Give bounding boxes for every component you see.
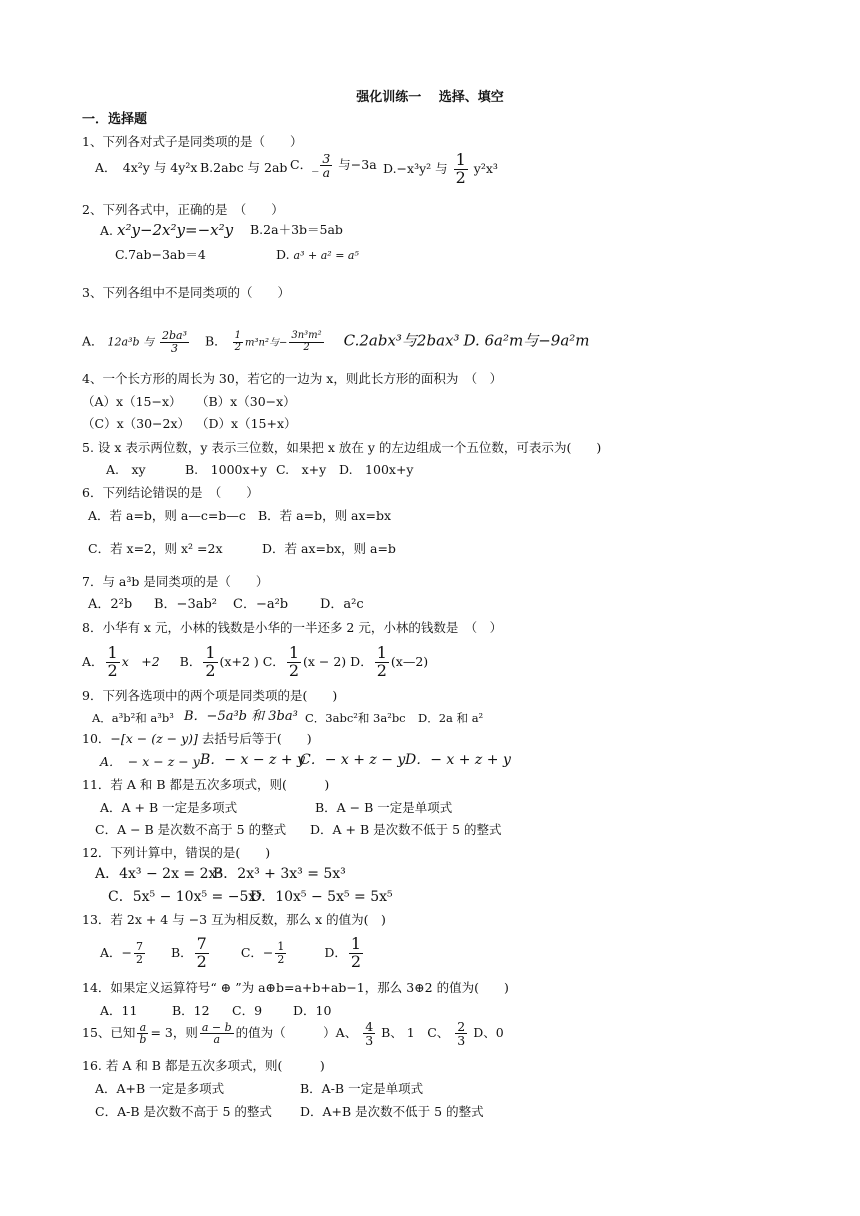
q1-d-num: 1 bbox=[455, 150, 466, 169]
q13-d-label: D． bbox=[324, 944, 347, 960]
q15-f4-num: 2 bbox=[457, 1019, 466, 1034]
q7-option-b: B．−3ab² bbox=[154, 597, 218, 612]
q6-stem: 6．下列结论错误的是 （ ） bbox=[82, 485, 259, 500]
q11-stem: 11．若 A 和 B 都是五次多项式，则( ) bbox=[82, 777, 330, 792]
q8-c-tail: (x − 2) bbox=[303, 653, 347, 669]
q12-option-c: C．5x⁵ − 10x⁵ = −5x⁵ bbox=[108, 889, 262, 905]
q14-option-b: B．12 bbox=[172, 1003, 210, 1018]
q6-option-a: A．若 a=b，则 a—c=b—c bbox=[88, 508, 246, 523]
q1-d-den: 2 bbox=[455, 167, 466, 187]
q2-stem: 2、下列各式中，正确的是 （ ） bbox=[82, 202, 284, 217]
section-heading: 一．选择题 bbox=[82, 112, 148, 127]
q15-f3-num: 4 bbox=[365, 1019, 374, 1034]
q8-c-label: C． bbox=[262, 653, 285, 669]
q8-options bbox=[82, 645, 428, 680]
q12-option-a: A．4x³ − 2x = 2x² bbox=[95, 866, 223, 882]
q5-stem: 5. 设 x 表示两位数，y 表示三位数，如果把 x 放在 y 的左边组成一个五位数，可表示为( ) bbox=[82, 440, 602, 455]
q3-b-num1: 1 bbox=[234, 330, 242, 342]
q8-stem: 8．小华有 x 元，小林的钱数是小华的一半还多 2 元，小林的钱数是 （ ） bbox=[82, 620, 503, 635]
q15-f1-num: a bbox=[137, 1022, 148, 1035]
q8-c-num: 1 bbox=[288, 643, 299, 662]
q1-c-post: 与−3a bbox=[338, 157, 377, 173]
q13-c-num: 1 bbox=[277, 940, 285, 954]
q5-option-c: C. x+y bbox=[276, 462, 327, 477]
q6-option-c: C．若 x=2，则 x² =2x bbox=[88, 541, 223, 556]
q15-f2-num: a − b bbox=[201, 1020, 232, 1034]
q10-c-text: C．− x + z − y bbox=[300, 752, 406, 768]
q13-b-fraction bbox=[195, 936, 209, 971]
q3-option-d: D. 6a²m与−9a²m bbox=[463, 331, 590, 350]
q1-c-label: C． bbox=[290, 157, 313, 173]
q1-c-fraction bbox=[320, 152, 332, 179]
q8-a-label: A． bbox=[82, 653, 104, 669]
q2-a-expr: x²y−2x²y=−x²y bbox=[117, 221, 234, 239]
q10-option-c bbox=[300, 752, 405, 768]
q3-b-label: B． bbox=[205, 333, 227, 349]
q15-line bbox=[82, 1020, 504, 1047]
q3-stem: 3、下列各组中不是同类项的（ ） bbox=[82, 285, 290, 300]
q2-option-c: C.7ab−3ab＝4 bbox=[115, 247, 206, 262]
q11-option-a: A．A + B 一定是多项式 bbox=[100, 800, 238, 815]
q13-a-fraction bbox=[134, 941, 145, 965]
q5-option-a: A. xy bbox=[106, 462, 146, 477]
q10-stem-line: 10．−[x − (z − y)] 去括号后等于( ) bbox=[82, 731, 312, 746]
q9-option-b bbox=[184, 709, 298, 725]
q10-option-d bbox=[405, 752, 511, 768]
q13-a-label: A． bbox=[100, 944, 122, 960]
q14-option-c: C．9 bbox=[232, 1003, 263, 1018]
q15-mid1: = 3，则 bbox=[150, 1025, 198, 1041]
q3-options bbox=[82, 330, 590, 354]
q9-option-c: C．3abc²和 3a²bc bbox=[305, 711, 406, 725]
q6-option-d: D．若 ax=bx，则 a=b bbox=[262, 541, 396, 556]
q13-c-den: 2 bbox=[277, 952, 285, 966]
q13-a-den: 2 bbox=[136, 952, 144, 966]
q5-option-b: B. 1000x+y bbox=[185, 462, 268, 477]
q11-option-c: C．A − B 是次数不高于 5 的整式 bbox=[95, 822, 287, 837]
q13-b-num: 7 bbox=[196, 934, 207, 953]
q1-option-c: C．_ $\frac{3}{a}$ 与−3a bbox=[290, 151, 377, 181]
q13-d-den: 2 bbox=[350, 951, 362, 971]
q15-pre: 15、已知 bbox=[82, 1025, 136, 1041]
q8-c-den: 2 bbox=[288, 660, 299, 680]
q12-stem: 12．下列计算中，错误的是( ) bbox=[82, 845, 271, 860]
q7-option-d: D．a²c bbox=[320, 597, 364, 612]
q8-c-fraction bbox=[287, 645, 301, 680]
q9-option-d: D．2a 和 a² bbox=[418, 711, 484, 725]
q8-d-tail: (x—2) bbox=[390, 653, 429, 669]
q8-a-num: 1 bbox=[107, 643, 118, 662]
q1-option-d bbox=[383, 152, 498, 187]
q13-options: A．− $\frac{7}{2}$ B． $\frac{7}{2}$ C．− $\frac{1}{2}$ D． $\frac{1}{2}$ bbox=[100, 934, 362, 971]
q8-b-tail: (x+2 ) bbox=[219, 653, 259, 669]
q4-option-c: （C）x（30−2x） bbox=[82, 416, 190, 431]
q7-stem: 7．与 a³b 是同类项的是（ ） bbox=[82, 574, 269, 589]
q8-d-fraction bbox=[375, 645, 389, 680]
q8-a-fraction bbox=[106, 645, 120, 680]
q3-b-den1: 2 bbox=[234, 341, 242, 353]
q16-option-d: D．A+B 是次数不低于 5 的整式 bbox=[300, 1104, 484, 1119]
q12-option-d: D．10x⁵ − 5x⁵ = 5x⁵ bbox=[250, 889, 393, 905]
q3-b-mid: m³n²与− bbox=[245, 337, 288, 349]
q15-f3-den: 3 bbox=[365, 1033, 374, 1049]
q8-a-den: 2 bbox=[107, 660, 118, 680]
q8-b-num: 1 bbox=[205, 643, 216, 662]
q15-f3 bbox=[363, 1020, 375, 1047]
q4-option-b: （B）x（30−x） bbox=[196, 394, 296, 409]
q15-f2 bbox=[200, 1022, 234, 1046]
q1-d-pre: D.−x³y² 与 bbox=[383, 160, 448, 176]
q10-d-text: D．− x + z + y bbox=[405, 752, 511, 768]
q1-option-a: A． 4x²y 与 4y²x bbox=[95, 160, 198, 175]
q13-d-num: 1 bbox=[350, 934, 362, 953]
q3-b-frac2 bbox=[289, 331, 323, 353]
q9-stem: 9．下列各选项中的两个项是同类项的是( ) bbox=[82, 688, 338, 703]
q1-c-den: a bbox=[322, 165, 331, 181]
q4-stem: 4、一个长方形的周长为 30，若它的一边为 x，则此长方形的面积为 （ ） bbox=[82, 371, 503, 386]
q12-option-b: B．2x³ + 3x³ = 5x³ bbox=[213, 866, 346, 882]
q4-option-a: （A）x（15−x） bbox=[82, 394, 182, 409]
q15-f4-den: 3 bbox=[457, 1033, 466, 1049]
q15-f1-den: b bbox=[139, 1033, 147, 1047]
q3-a-num: 2ba³ bbox=[162, 329, 188, 342]
q13-d-fraction bbox=[349, 936, 363, 971]
q10-stem: 去括号后等于( ) bbox=[201, 731, 312, 746]
q1-d-fraction bbox=[454, 152, 468, 187]
q3-b-frac1 bbox=[233, 331, 243, 353]
q3-a-pre: 12a³b 与 bbox=[107, 335, 155, 349]
q15-mid2: 的值为（ ）A、 bbox=[235, 1025, 358, 1041]
q3-a-label: A． bbox=[82, 333, 104, 349]
q8-d-num: 1 bbox=[376, 643, 387, 662]
q14-option-a: A．11 bbox=[100, 1003, 138, 1018]
q7-option-c: C．−a²b bbox=[233, 597, 289, 612]
q11-option-d: D．A + B 是次数不低于 5 的整式 bbox=[310, 822, 502, 837]
q10-a-text: A． − x − z − y bbox=[100, 754, 200, 769]
q8-d-label: D． bbox=[350, 653, 373, 669]
q2-d-expr: a³ + a² = a⁵ bbox=[293, 249, 359, 262]
q13-c-label: C． bbox=[240, 944, 263, 960]
q1-d-post: y²x³ bbox=[473, 160, 498, 176]
q8-a-tail: x +2 bbox=[121, 653, 160, 669]
q9-option-a: A．a³b²和 a³b³ bbox=[92, 711, 174, 725]
q8-b-den: 2 bbox=[205, 660, 216, 680]
q15-post: D、0 bbox=[473, 1025, 504, 1041]
q3-a-fraction bbox=[160, 330, 189, 354]
q15-f2-den: a bbox=[213, 1033, 221, 1047]
q16-option-a: A．A+B 一定是多项式 bbox=[95, 1081, 225, 1096]
q1-c-num: 3 bbox=[322, 151, 331, 166]
q8-b-label: B． bbox=[179, 653, 202, 669]
q4-option-d: （D）x（15+x） bbox=[196, 416, 297, 431]
q2-a-label: A. bbox=[100, 223, 114, 238]
q10-option-b bbox=[200, 752, 305, 768]
q15-f1 bbox=[137, 1022, 148, 1046]
q10-option-a bbox=[100, 754, 200, 770]
q11-option-b: B．A − B 一定是单项式 bbox=[315, 800, 453, 815]
q16-option-b: B．A-B 一定是单项式 bbox=[300, 1081, 424, 1096]
q2-option-d bbox=[276, 247, 359, 264]
q9-b-text: B．−5a³b 和 3ba³ bbox=[184, 709, 298, 724]
q7-option-a: A．2²b bbox=[88, 597, 133, 612]
q13-b-den: 2 bbox=[196, 951, 207, 971]
q16-option-c: C．A-B 是次数不高于 5 的整式 bbox=[95, 1104, 272, 1119]
q13-b-label: B． bbox=[170, 944, 193, 960]
q16-stem: 16. 若 A 和 B 都是五次多项式，则( ) bbox=[82, 1058, 325, 1073]
q10-b-text: B．− x − z + y bbox=[200, 752, 305, 768]
q3-b-num2: 3n³m² bbox=[291, 330, 322, 342]
q14-stem: 14．如果定义运算符号“ ⊕ ”为 a⊕b=a+b+ab−1，那么 3⊕2 的值为( ) bbox=[82, 980, 509, 995]
q3-option-c: C.2abx³与2bax³ bbox=[343, 331, 460, 350]
q13-a-num: 7 bbox=[136, 940, 144, 954]
q3-a-den: 3 bbox=[171, 341, 179, 355]
q3-b-den2: 2 bbox=[303, 341, 310, 353]
page-title: 强化训练一 选择、填空 bbox=[356, 90, 504, 105]
q15-mid3: B、 1 C、 bbox=[381, 1025, 450, 1041]
q2-d-label: D. bbox=[276, 247, 290, 262]
q2-option-a bbox=[100, 222, 233, 239]
q2-option-b: B.2a＋3b＝5ab bbox=[250, 222, 343, 237]
q1-stem: 1、下列各对式子是同类项的是（ ） bbox=[82, 134, 303, 149]
q13-stem: 13．若 2x + 4 与 −3 互为相反数，那么 x 的值为( ) bbox=[82, 912, 386, 927]
q14-option-d: D．10 bbox=[293, 1003, 332, 1018]
q10-expr: −[x − (z − y)] bbox=[110, 731, 198, 746]
q13-c-fraction bbox=[275, 941, 286, 965]
q8-d-den: 2 bbox=[376, 660, 387, 680]
q1-option-b: B.2abc 与 2ab bbox=[200, 160, 288, 175]
q5-option-d: D. 100x+y bbox=[339, 462, 414, 477]
q15-f4 bbox=[455, 1020, 467, 1047]
q8-b-fraction bbox=[203, 645, 217, 680]
q6-option-b: B．若 a=b，则 ax=bx bbox=[258, 508, 392, 523]
